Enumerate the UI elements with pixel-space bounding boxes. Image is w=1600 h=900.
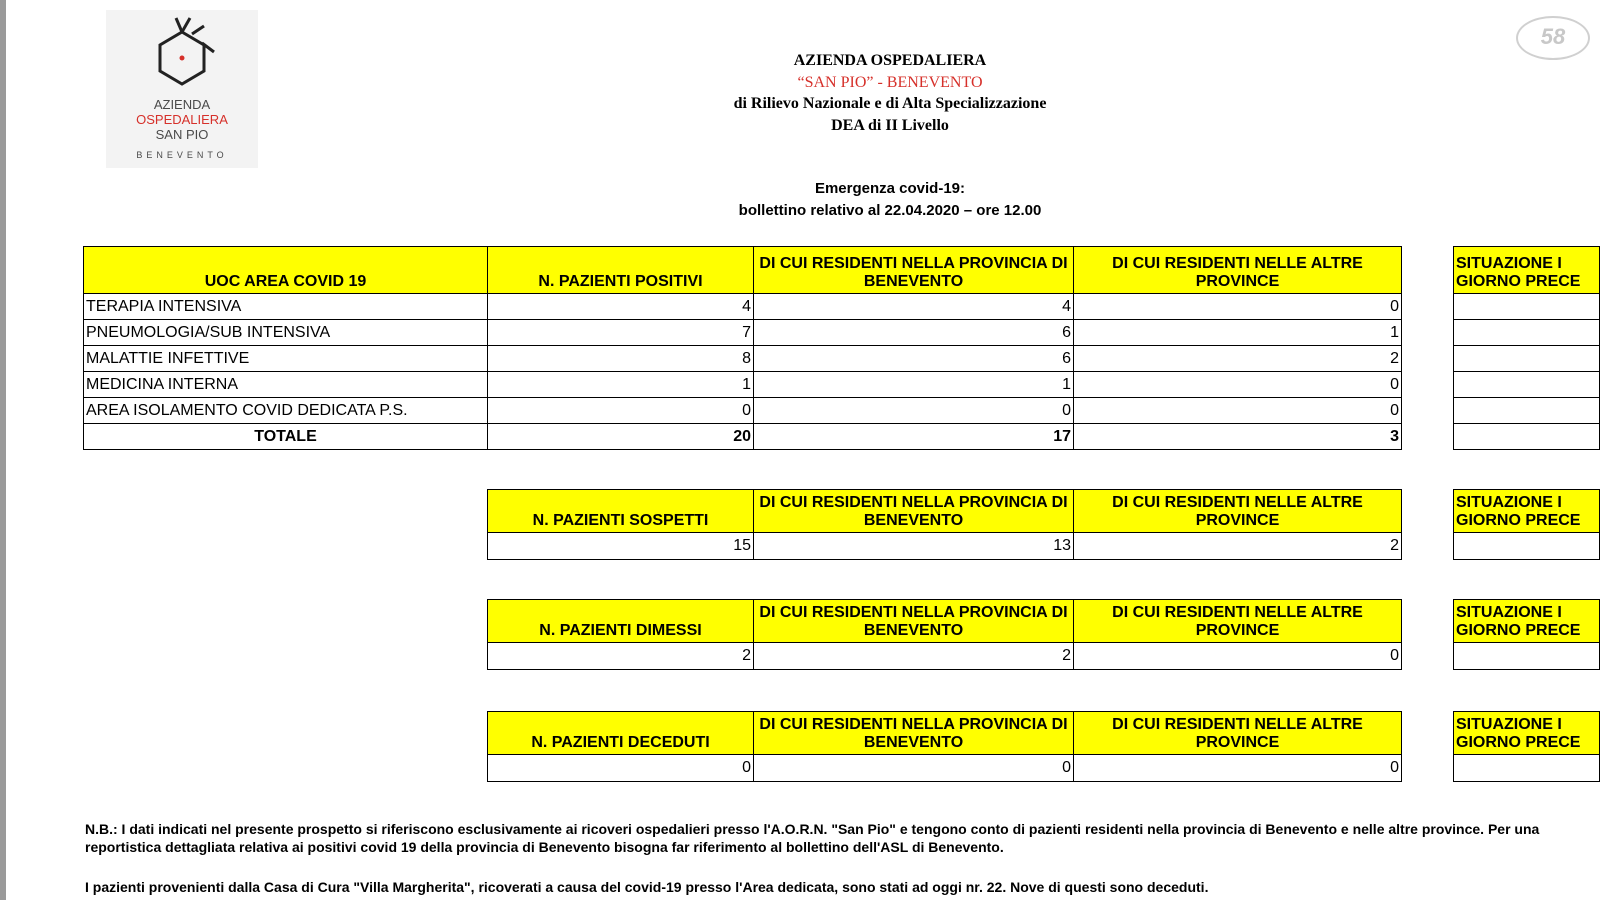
hospital-logo <box>106 10 258 168</box>
nb-note: N.B.: I dati indicati nel presente prospetto si riferiscono esclusivamente ai ricoveri ospedalieri presso l'A.O.R.N. "San Pio" e tengono conto di pazienti residenti nella provincia di Benevento e nelle altre province. Per una reportistica dettagliata relativa ai positivi covid 19 della provincia di Benevento bisogna far riferimento al bollettino dell'ASL di Benevento. <box>85 821 1540 855</box>
left-border <box>0 0 6 900</box>
table-cell: 2 <box>488 643 754 670</box>
table-cell: 0 <box>488 398 754 424</box>
total-cell: 17 <box>754 424 1074 450</box>
discharged-previous-day-table <box>1453 599 1600 670</box>
table-cell: 1 <box>754 372 1074 398</box>
table-cell: 15 <box>488 533 754 560</box>
hexagon-logo-icon <box>106 10 258 100</box>
bulletin-title: Emergenza covid-19: <box>814 180 966 197</box>
row-label: MALATTIE INFETTIVE <box>84 346 488 372</box>
total-label: TOTALE <box>84 424 488 450</box>
table-cell: 0 <box>754 755 1074 782</box>
total-cell: 20 <box>488 424 754 450</box>
table-row <box>84 372 1402 398</box>
channel-watermark: 58 <box>1516 16 1590 60</box>
column-header: N. PAZIENTI DIMESSI <box>488 600 754 643</box>
header-hospital-name: “SAN PIO” - BENEVENTO <box>797 74 983 91</box>
bulletin-date: bollettino relativo al 22.04.2020 – ore 12.00 <box>738 202 1042 219</box>
side-cell <box>1454 643 1600 670</box>
deceased-table <box>487 711 1402 782</box>
row-label: MEDICINA INTERNA <box>84 372 488 398</box>
suspected-table <box>487 489 1402 560</box>
column-header: DI CUI RESIDENTI NELLE ALTRE PROVINCE <box>1074 490 1402 533</box>
table-cell: 1 <box>488 372 754 398</box>
table-cell: 8 <box>488 346 754 372</box>
header-title: AZIENDA OSPEDALIERA <box>793 52 987 69</box>
side-cell <box>1454 372 1600 398</box>
column-header: N. PAZIENTI DECEDUTI <box>488 712 754 755</box>
side-header: SITUAZIONE I GIORNO PRECE <box>1454 712 1600 755</box>
deceased-previous-day-table <box>1453 711 1600 782</box>
table-header-row <box>84 247 1402 294</box>
table-cell: 0 <box>1074 755 1402 782</box>
table-cell: 2 <box>1074 346 1402 372</box>
row-label: AREA ISOLAMENTO COVID DEDICATA P.S. <box>84 398 488 424</box>
table-cell: 2 <box>754 643 1074 670</box>
total-cell: 3 <box>1074 424 1402 450</box>
table-row <box>84 398 1402 424</box>
previous-day-table <box>1453 246 1600 450</box>
table-cell: 0 <box>1074 643 1402 670</box>
row-label: PNEUMOLOGIA/SUB INTENSIVA <box>84 320 488 346</box>
suspected-previous-day-table <box>1453 489 1600 560</box>
side-header: SITUAZIONE I GIORNO PRECE <box>1454 600 1600 643</box>
side-cell <box>1454 320 1600 346</box>
column-header: N. PAZIENTI POSITIVI <box>488 247 754 294</box>
table-cell: 6 <box>754 346 1074 372</box>
table-cell: 4 <box>488 294 754 320</box>
logo-line-3: SAN PIO <box>155 127 209 142</box>
column-header: N. PAZIENTI SOSPETTI <box>488 490 754 533</box>
column-header: DI CUI RESIDENTI NELLA PROVINCIA DI BENEVENTO <box>754 247 1074 294</box>
table-cell: 6 <box>754 320 1074 346</box>
header-level: DEA di II Livello <box>831 117 949 134</box>
table-cell: 0 <box>1074 398 1402 424</box>
column-header: DI CUI RESIDENTI NELLA PROVINCIA DI BENEVENTO <box>754 490 1074 533</box>
side-cell <box>1454 755 1600 782</box>
main-covid-table <box>83 246 1402 450</box>
side-cell <box>1454 398 1600 424</box>
side-header: SITUAZIONE I GIORNO PRECE <box>1454 490 1600 533</box>
column-header: DI CUI RESIDENTI NELLA PROVINCIA DI BENEVENTO <box>754 712 1074 755</box>
side-cell <box>1454 294 1600 320</box>
side-cell <box>1454 346 1600 372</box>
logo-line-2: OSPEDALIERA <box>136 112 228 127</box>
table-row <box>84 320 1402 346</box>
villa-margherita-note: I pazienti provenienti dalla Casa di Cura "Villa Margherita", ricoverati a causa del covid-19 presso l'Area dedicata, sono stati ad oggi nr. 22. Nove di questi sono deceduti. <box>85 879 1209 895</box>
side-header: SITUAZIONE I GIORNO PRECE <box>1454 247 1600 294</box>
table-row <box>84 294 1402 320</box>
table-cell: 2 <box>1074 533 1402 560</box>
side-cell <box>1454 424 1600 450</box>
table-cell: 0 <box>1074 294 1402 320</box>
total-row <box>84 424 1402 450</box>
table-cell: 1 <box>1074 320 1402 346</box>
header-subtitle: di Rilievo Nazionale e di Alta Specializzazione <box>733 95 1047 112</box>
table-cell: 4 <box>754 294 1074 320</box>
column-header: DI CUI RESIDENTI NELLE ALTRE PROVINCE <box>1074 600 1402 643</box>
column-header: DI CUI RESIDENTI NELLE ALTRE PROVINCE <box>1074 247 1402 294</box>
discharged-table <box>487 599 1402 670</box>
side-cell <box>1454 533 1600 560</box>
logo-line-1: AZIENDA <box>153 97 211 112</box>
column-header: DI CUI RESIDENTI NELLA PROVINCIA DI BENEVENTO <box>754 600 1074 643</box>
table-cell: 7 <box>488 320 754 346</box>
table-cell: 13 <box>754 533 1074 560</box>
column-header: DI CUI RESIDENTI NELLE ALTRE PROVINCE <box>1074 712 1402 755</box>
table-cell: 0 <box>754 398 1074 424</box>
row-label: TERAPIA INTENSIVA <box>84 294 488 320</box>
table-row <box>84 346 1402 372</box>
column-header: UOC AREA COVID 19 <box>84 247 488 294</box>
logo-line-4: BENEVENTO <box>136 150 228 160</box>
table-cell: 0 <box>488 755 754 782</box>
table-cell: 0 <box>1074 372 1402 398</box>
